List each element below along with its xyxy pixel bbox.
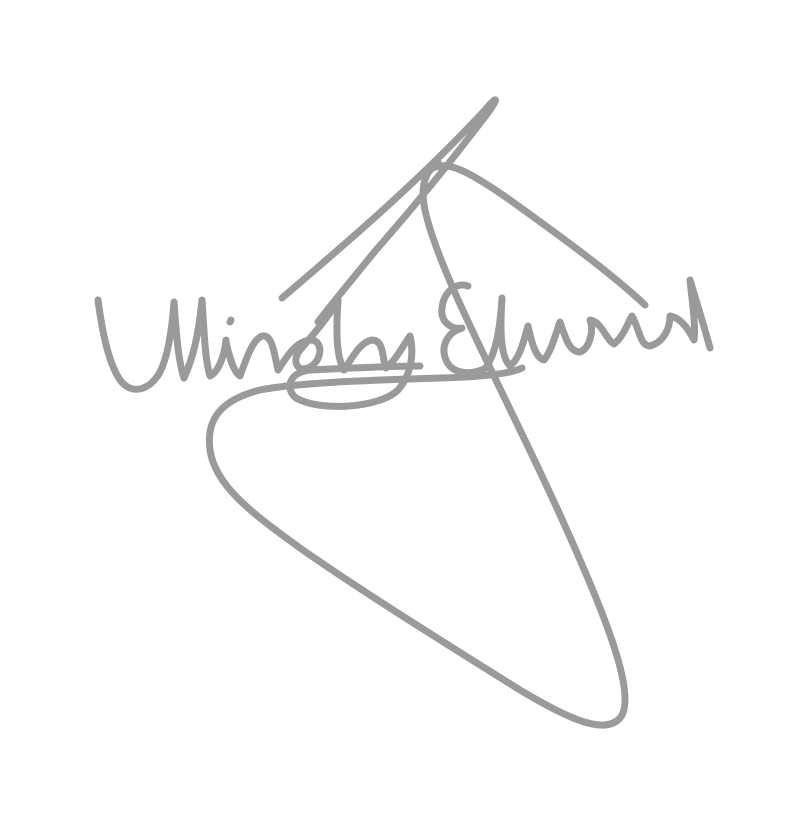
signature-letter-li	[184, 300, 231, 378]
signature-letters-dward	[486, 280, 710, 368]
signature-letter-e-capital	[442, 285, 486, 373]
signature-stroke-triangle	[209, 162, 625, 725]
signature-stroke-diagonal	[282, 100, 495, 322]
signature-letter-u	[98, 300, 184, 389]
signature-letter-y	[290, 336, 420, 406]
